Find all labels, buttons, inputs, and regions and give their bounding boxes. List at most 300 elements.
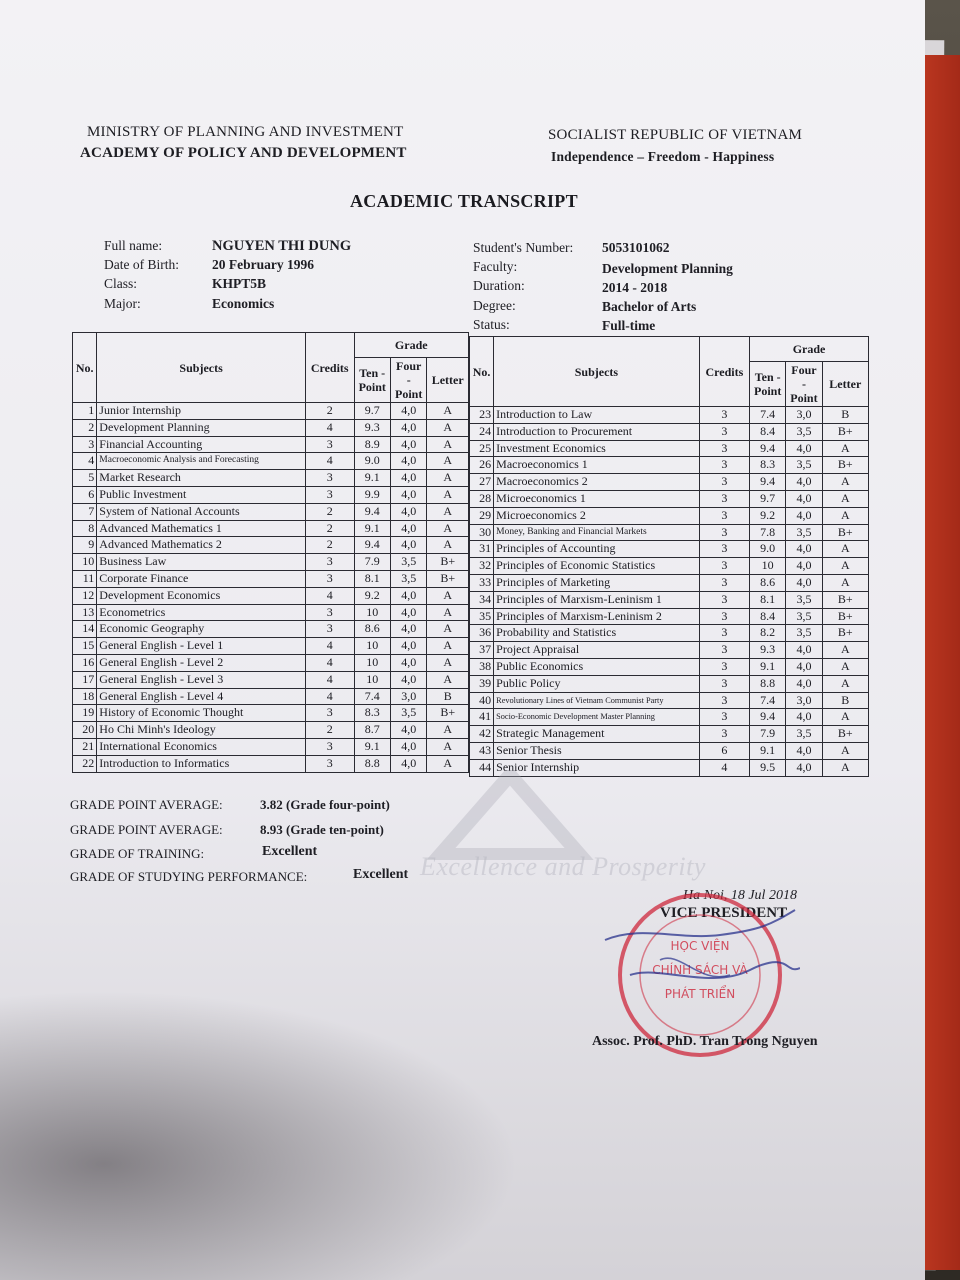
row-credits: 4 xyxy=(305,587,354,604)
row-letter: A xyxy=(822,507,868,524)
status: Full-time xyxy=(602,318,656,333)
table-row xyxy=(470,574,869,591)
row-subject: Development Economics xyxy=(97,587,306,604)
row-four-point: 3,5 xyxy=(786,726,822,743)
class-label: Class: xyxy=(104,276,138,291)
row-ten-point: 10 xyxy=(750,558,786,575)
row-no: 32 xyxy=(470,558,494,575)
row-credits: 4 xyxy=(305,453,354,470)
row-subject: Revolutionary Lines of Vietnam Communist Party xyxy=(494,692,700,709)
row-four-point: 4,0 xyxy=(786,574,822,591)
row-credits: 3 xyxy=(305,470,354,487)
col-ten-point: Ten - Point xyxy=(354,358,390,403)
row-letter: B+ xyxy=(822,591,868,608)
row-letter: B+ xyxy=(822,625,868,642)
row-four-point: 3,5 xyxy=(786,524,822,541)
row-no: 6 xyxy=(73,486,97,503)
row-subject: System of National Accounts xyxy=(97,503,306,520)
row-four-point: 3,5 xyxy=(390,570,426,587)
table-row xyxy=(470,490,869,507)
table-row xyxy=(470,608,869,625)
col-subjects: Subjects xyxy=(494,337,700,407)
table-row xyxy=(470,675,869,692)
row-subject: Introduction to Law xyxy=(494,407,700,424)
row-letter: A xyxy=(822,709,868,726)
row-subject: Financial Accounting xyxy=(97,436,306,453)
row-letter: B+ xyxy=(822,524,868,541)
row-ten-point: 9.1 xyxy=(354,520,390,537)
row-ten-point: 7.4 xyxy=(750,692,786,709)
row-subject: Econometrics xyxy=(97,604,306,621)
row-four-point: 4,0 xyxy=(390,486,426,503)
row-credits: 3 xyxy=(699,558,749,575)
row-subject: Macroeconomics 2 xyxy=(494,474,700,491)
row-letter: A xyxy=(427,587,469,604)
table-row xyxy=(73,722,469,739)
row-letter: B xyxy=(822,407,868,424)
row-subject: Principles of Economic Statistics xyxy=(494,558,700,575)
row-no: 4 xyxy=(73,453,97,470)
row-four-point: 4,0 xyxy=(786,642,822,659)
row-four-point: 4,0 xyxy=(390,520,426,537)
table-row xyxy=(73,554,469,571)
row-four-point: 3,5 xyxy=(786,457,822,474)
row-ten-point: 9.2 xyxy=(750,507,786,524)
row-subject: Socio-Economic Development Master Planning xyxy=(494,709,700,726)
row-no: 16 xyxy=(73,654,97,671)
row-subject: Microeconomics 1 xyxy=(494,490,700,507)
watermark-text: Excellence and Prosperity xyxy=(420,852,706,881)
row-letter: B xyxy=(427,688,469,705)
row-four-point: 4,0 xyxy=(390,453,426,470)
row-letter: A xyxy=(822,742,868,759)
table-row xyxy=(73,755,469,772)
row-letter: B+ xyxy=(427,554,469,571)
table-row xyxy=(73,403,469,420)
row-letter: B+ xyxy=(822,608,868,625)
page-title: ACADEMIC TRANSCRIPT xyxy=(350,191,578,211)
row-ten-point: 9.3 xyxy=(354,419,390,436)
row-no: 11 xyxy=(73,570,97,587)
table-row xyxy=(470,742,869,759)
row-credits: 3 xyxy=(699,407,749,424)
row-ten-point: 8.3 xyxy=(750,457,786,474)
row-credits: 3 xyxy=(699,692,749,709)
table-row xyxy=(73,436,469,453)
row-ten-point: 9.3 xyxy=(750,642,786,659)
faculty-label: Faculty: xyxy=(473,259,518,274)
row-ten-point: 10 xyxy=(354,638,390,655)
row-letter: B xyxy=(822,692,868,709)
row-letter: A xyxy=(427,604,469,621)
row-ten-point: 7.4 xyxy=(354,688,390,705)
row-letter: A xyxy=(427,654,469,671)
row-four-point: 4,0 xyxy=(786,709,822,726)
row-four-point: 3,5 xyxy=(786,608,822,625)
row-letter: A xyxy=(427,453,469,470)
signatory-name: Assoc. Prof. PhD. Tran Trong Nguyen xyxy=(592,1034,818,1049)
signatory-title: VICE PRESIDENT xyxy=(660,905,788,921)
republic-name: SOCIALIST REPUBLIC OF VIETNAM xyxy=(548,127,803,143)
row-subject: Investment Economics xyxy=(494,440,700,457)
row-four-point: 4,0 xyxy=(390,503,426,520)
row-letter: A xyxy=(427,671,469,688)
table-row xyxy=(470,457,869,474)
row-four-point: 3,5 xyxy=(786,423,822,440)
row-letter: A xyxy=(822,558,868,575)
table-row xyxy=(73,470,469,487)
row-credits: 3 xyxy=(305,705,354,722)
row-ten-point: 9.7 xyxy=(750,490,786,507)
table-row xyxy=(470,692,869,709)
row-ten-point: 9.2 xyxy=(354,587,390,604)
row-no: 26 xyxy=(470,457,494,474)
row-subject: Corporate Finance xyxy=(97,570,306,587)
row-four-point: 4,0 xyxy=(390,654,426,671)
row-ten-point: 8.3 xyxy=(354,705,390,722)
row-letter: A xyxy=(427,520,469,537)
row-no: 27 xyxy=(470,474,494,491)
row-four-point: 4,0 xyxy=(390,621,426,638)
table-row xyxy=(470,726,869,743)
table-row xyxy=(470,524,869,541)
row-ten-point: 9.9 xyxy=(354,486,390,503)
table-row xyxy=(470,507,869,524)
row-credits: 2 xyxy=(305,537,354,554)
row-no: 20 xyxy=(73,722,97,739)
row-letter: A xyxy=(822,474,868,491)
row-subject: Development Planning xyxy=(97,419,306,436)
row-four-point: 3,5 xyxy=(390,705,426,722)
row-credits: 3 xyxy=(305,486,354,503)
row-ten-point: 7.9 xyxy=(750,726,786,743)
training-label: GRADE OF TRAINING: xyxy=(70,846,205,861)
row-letter: A xyxy=(427,436,469,453)
row-credits: 4 xyxy=(699,759,749,776)
row-credits: 3 xyxy=(699,440,749,457)
row-no: 30 xyxy=(470,524,494,541)
table-row xyxy=(73,654,469,671)
row-no: 34 xyxy=(470,591,494,608)
row-four-point: 4,0 xyxy=(786,474,822,491)
row-letter: A xyxy=(822,675,868,692)
row-letter: B+ xyxy=(427,705,469,722)
row-letter: A xyxy=(822,658,868,675)
row-subject: Principles of Accounting xyxy=(494,541,700,558)
row-ten-point: 8.6 xyxy=(354,621,390,638)
full-name-label: Full name: xyxy=(104,238,163,253)
table-row xyxy=(73,570,469,587)
row-credits: 3 xyxy=(699,574,749,591)
row-subject: Probability and Statistics xyxy=(494,625,700,642)
row-four-point: 4,0 xyxy=(390,436,426,453)
row-letter: A xyxy=(427,503,469,520)
table-row xyxy=(73,587,469,604)
row-four-point: 3,0 xyxy=(786,407,822,424)
table-row xyxy=(73,503,469,520)
row-no: 19 xyxy=(73,705,97,722)
row-subject: Ho Chi Minh's Ideology xyxy=(97,722,306,739)
studying-label: GRADE OF STUDYING PERFORMANCE: xyxy=(70,869,308,884)
row-ten-point: 8.1 xyxy=(354,570,390,587)
row-credits: 2 xyxy=(305,403,354,420)
row-credits: 3 xyxy=(699,591,749,608)
faculty: Development Planning xyxy=(602,261,733,276)
row-no: 7 xyxy=(73,503,97,520)
major-label: Major: xyxy=(104,296,141,311)
gpa10-value: 8.93 (Grade ten-point) xyxy=(260,822,384,837)
row-credits: 3 xyxy=(305,570,354,587)
gpa4-label: GRADE POINT AVERAGE: xyxy=(70,797,223,812)
row-ten-point: 10 xyxy=(354,604,390,621)
row-ten-point: 9.4 xyxy=(354,503,390,520)
row-no: 2 xyxy=(73,419,97,436)
row-credits: 3 xyxy=(699,423,749,440)
row-four-point: 3,5 xyxy=(786,591,822,608)
row-subject: Senior Internship xyxy=(494,759,700,776)
row-credits: 3 xyxy=(699,658,749,675)
table-row xyxy=(470,423,869,440)
row-four-point: 4,0 xyxy=(390,470,426,487)
row-four-point: 4,0 xyxy=(390,738,426,755)
table-row xyxy=(470,541,869,558)
row-letter: B+ xyxy=(427,570,469,587)
row-no: 42 xyxy=(470,726,494,743)
row-ten-point: 10 xyxy=(354,654,390,671)
col-ten-point: Ten - Point xyxy=(750,362,786,407)
row-credits: 2 xyxy=(305,503,354,520)
row-ten-point: 8.6 xyxy=(750,574,786,591)
student-number-label: Student's Number: xyxy=(473,240,574,255)
row-subject: History of Economic Thought xyxy=(97,705,306,722)
row-no: 23 xyxy=(470,407,494,424)
row-no: 39 xyxy=(470,675,494,692)
row-subject: Macroeconomic Analysis and Forecasting xyxy=(97,453,306,470)
row-letter: A xyxy=(427,621,469,638)
dob: 20 February 1996 xyxy=(212,257,314,272)
row-four-point: 3,0 xyxy=(786,692,822,709)
row-credits: 3 xyxy=(305,436,354,453)
row-subject: Advanced Mathematics 1 xyxy=(97,520,306,537)
row-no: 40 xyxy=(470,692,494,709)
row-credits: 4 xyxy=(305,671,354,688)
col-letter: Letter xyxy=(822,362,868,407)
table-row xyxy=(73,671,469,688)
row-ten-point: 9.0 xyxy=(354,453,390,470)
row-subject: Economic Geography xyxy=(97,621,306,638)
row-four-point: 4,0 xyxy=(390,722,426,739)
row-no: 38 xyxy=(470,658,494,675)
row-credits: 2 xyxy=(305,520,354,537)
row-ten-point: 9.4 xyxy=(750,709,786,726)
grades-table-left xyxy=(72,332,469,773)
row-letter: A xyxy=(822,574,868,591)
table-row xyxy=(470,558,869,575)
row-subject: Principles of Marxism-Leninism 2 xyxy=(494,608,700,625)
dob-label: Date of Birth: xyxy=(104,257,179,272)
academy-name: ACADEMY OF POLICY AND DEVELOPMENT xyxy=(80,145,407,161)
row-credits: 3 xyxy=(305,738,354,755)
row-ten-point: 9.5 xyxy=(750,759,786,776)
row-credits: 3 xyxy=(305,755,354,772)
row-no: 17 xyxy=(73,671,97,688)
row-credits: 4 xyxy=(305,419,354,436)
row-credits: 4 xyxy=(305,638,354,655)
row-ten-point: 8.4 xyxy=(750,608,786,625)
row-letter: A xyxy=(427,638,469,655)
table-row xyxy=(73,705,469,722)
row-credits: 4 xyxy=(305,654,354,671)
row-subject: General English - Level 4 xyxy=(97,688,306,705)
row-credits: 3 xyxy=(699,726,749,743)
row-no: 25 xyxy=(470,440,494,457)
table-row xyxy=(73,453,469,470)
row-ten-point: 9.0 xyxy=(750,541,786,558)
row-no: 14 xyxy=(73,621,97,638)
row-letter: B+ xyxy=(822,726,868,743)
col-no: No. xyxy=(470,337,494,407)
row-four-point: 4,0 xyxy=(786,541,822,558)
stamp-line-3: PHÁT TRIỂN xyxy=(664,987,736,1001)
row-letter: A xyxy=(822,541,868,558)
row-ten-point: 9.1 xyxy=(750,658,786,675)
row-four-point: 4,0 xyxy=(786,759,822,776)
row-credits: 3 xyxy=(699,642,749,659)
row-ten-point: 9.1 xyxy=(354,738,390,755)
row-credits: 3 xyxy=(699,709,749,726)
row-four-point: 4,0 xyxy=(786,742,822,759)
table-row xyxy=(73,638,469,655)
row-credits: 6 xyxy=(699,742,749,759)
table-row xyxy=(73,520,469,537)
row-no: 29 xyxy=(470,507,494,524)
row-no: 13 xyxy=(73,604,97,621)
row-credits: 3 xyxy=(305,554,354,571)
stamp-line-2: CHÍNH SÁCH VÀ xyxy=(652,963,748,977)
row-ten-point: 9.4 xyxy=(750,440,786,457)
col-four-point: Four - Point xyxy=(786,362,822,407)
row-credits: 3 xyxy=(699,675,749,692)
table-row xyxy=(73,621,469,638)
table-row xyxy=(470,440,869,457)
row-ten-point: 9.4 xyxy=(750,474,786,491)
row-ten-point: 8.9 xyxy=(354,436,390,453)
row-credits: 3 xyxy=(699,474,749,491)
row-no: 9 xyxy=(73,537,97,554)
degree: Bachelor of Arts xyxy=(602,299,697,314)
row-no: 36 xyxy=(470,625,494,642)
stamp-line-1: HỌC VIỆN xyxy=(670,939,730,953)
row-subject: General English - Level 3 xyxy=(97,671,306,688)
row-subject: Public Economics xyxy=(494,658,700,675)
status-label: Status: xyxy=(473,317,510,332)
degree-label: Degree: xyxy=(473,298,516,313)
row-no: 35 xyxy=(470,608,494,625)
row-no: 33 xyxy=(470,574,494,591)
row-subject: Money, Banking and Financial Markets xyxy=(494,524,700,541)
row-letter: B+ xyxy=(822,423,868,440)
row-four-point: 4,0 xyxy=(390,755,426,772)
row-credits: 3 xyxy=(305,604,354,621)
row-subject: Principles of Marxism-Leninism 1 xyxy=(494,591,700,608)
row-credits: 3 xyxy=(699,541,749,558)
row-subject: General English - Level 1 xyxy=(97,638,306,655)
row-no: 3 xyxy=(73,436,97,453)
row-four-point: 3,0 xyxy=(390,688,426,705)
row-letter: A xyxy=(822,642,868,659)
table-row xyxy=(73,419,469,436)
row-no: 37 xyxy=(470,642,494,659)
row-subject: Microeconomics 2 xyxy=(494,507,700,524)
major: Economics xyxy=(212,296,275,311)
row-credits: 4 xyxy=(305,688,354,705)
row-no: 5 xyxy=(73,470,97,487)
table-row xyxy=(470,658,869,675)
row-four-point: 4,0 xyxy=(786,558,822,575)
row-four-point: 4,0 xyxy=(390,604,426,621)
row-no: 41 xyxy=(470,709,494,726)
row-subject: Strategic Management xyxy=(494,726,700,743)
row-ten-point: 8.7 xyxy=(354,722,390,739)
watermark-logo xyxy=(420,770,600,860)
shadow xyxy=(0,990,520,1280)
row-ten-point: 8.1 xyxy=(750,591,786,608)
row-letter: A xyxy=(427,738,469,755)
row-ten-point: 7.4 xyxy=(750,407,786,424)
row-no: 21 xyxy=(73,738,97,755)
row-subject: Introduction to Informatics xyxy=(97,755,306,772)
row-four-point: 4,0 xyxy=(390,587,426,604)
row-ten-point: 9.1 xyxy=(354,470,390,487)
row-letter: A xyxy=(427,419,469,436)
row-four-point: 3,5 xyxy=(786,625,822,642)
motto: Independence – Freedom - Happiness xyxy=(551,149,775,164)
row-letter: A xyxy=(822,759,868,776)
row-no: 31 xyxy=(470,541,494,558)
col-subjects: Subjects xyxy=(97,333,306,403)
row-subject: Senior Thesis xyxy=(494,742,700,759)
row-no: 12 xyxy=(73,587,97,604)
row-subject: Business Law xyxy=(97,554,306,571)
row-no: 44 xyxy=(470,759,494,776)
row-subject: International Economics xyxy=(97,738,306,755)
col-grade: Grade xyxy=(354,333,468,358)
row-no: 8 xyxy=(73,520,97,537)
table-row xyxy=(470,474,869,491)
table-row xyxy=(470,591,869,608)
row-ten-point: 9.7 xyxy=(354,403,390,420)
training-value: Excellent xyxy=(262,844,318,859)
table-row xyxy=(470,709,869,726)
row-four-point: 3,5 xyxy=(390,554,426,571)
student-number: 5053101062 xyxy=(602,240,670,255)
gpa10-label: GRADE POINT AVERAGE: xyxy=(70,822,223,837)
col-no: No. xyxy=(73,333,97,403)
table-row xyxy=(470,625,869,642)
row-credits: 3 xyxy=(699,507,749,524)
row-no: 24 xyxy=(470,423,494,440)
row-letter: A xyxy=(822,440,868,457)
duration: 2014 - 2018 xyxy=(602,280,668,295)
row-ten-point: 7.9 xyxy=(354,554,390,571)
row-ten-point: 8.8 xyxy=(354,755,390,772)
row-credits: 3 xyxy=(699,625,749,642)
row-four-point: 4,0 xyxy=(390,638,426,655)
row-letter: A xyxy=(427,486,469,503)
row-letter: B+ xyxy=(822,457,868,474)
row-ten-point: 8.2 xyxy=(750,625,786,642)
gpa4-value: 3.82 (Grade four-point) xyxy=(260,797,390,812)
